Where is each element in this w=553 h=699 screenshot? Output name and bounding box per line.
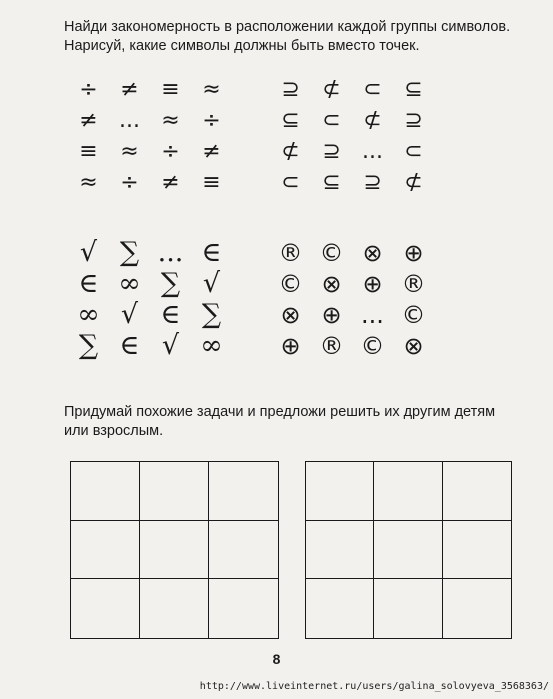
puzzle-symbol: ©	[278, 269, 303, 298]
puzzle-symbol: ⊂	[322, 107, 341, 133]
puzzle-symbol: ⊕	[362, 269, 383, 298]
puzzle-symbol: ®	[401, 269, 426, 298]
drawing-cell[interactable]	[209, 579, 278, 638]
puzzle-symbol: ∞	[77, 299, 100, 330]
puzzle-symbol: ≈	[161, 107, 180, 133]
puzzle-symbol: ®	[278, 238, 303, 267]
puzzle-symbol: ≈	[202, 76, 221, 102]
puzzle-symbol: ⊂	[281, 169, 300, 195]
drawing-cell[interactable]	[306, 579, 374, 638]
puzzle-symbol: ≡	[79, 138, 98, 164]
puzzle-symbol: ≠	[79, 107, 98, 133]
puzzle-symbol: ≡	[202, 169, 221, 195]
drawing-cell[interactable]	[71, 462, 140, 521]
missing-symbol-placeholder: ...	[119, 107, 140, 133]
drawing-cell[interactable]	[443, 462, 511, 521]
puzzle-symbol: ⊂	[404, 138, 423, 164]
drawing-cell[interactable]	[443, 579, 511, 638]
puzzle-symbol: ÷	[120, 169, 139, 195]
puzzle-symbol: ⊗	[321, 269, 342, 298]
sets-puzzle-grid	[270, 74, 434, 198]
puzzle-symbol: ∈	[160, 299, 181, 330]
drawing-cell[interactable]	[306, 521, 374, 580]
circled-puzzle-grid	[270, 237, 434, 361]
puzzle-symbol: ⊆	[322, 169, 341, 195]
operators-puzzle-grid	[68, 74, 232, 198]
missing-symbol-placeholder: ...	[362, 138, 383, 164]
puzzle-symbol: ≡	[161, 76, 180, 102]
missing-symbol-placeholder: ...	[157, 237, 184, 268]
puzzle-symbol: ⊗	[403, 331, 424, 360]
puzzle-symbol: √	[161, 330, 180, 361]
puzzle-symbol: ÷	[161, 138, 180, 164]
puzzle-symbol: ÷	[79, 76, 98, 102]
missing-symbol-placeholder: ...	[361, 300, 384, 329]
drawing-cell[interactable]	[443, 521, 511, 580]
puzzle-symbol: ⊇	[281, 76, 300, 102]
puzzle-symbol: ∞	[118, 268, 141, 299]
puzzle-symbol: √	[202, 268, 221, 299]
puzzle-symbol: ©	[401, 300, 426, 329]
drawing-cell[interactable]	[140, 579, 209, 638]
drawing-cell[interactable]	[71, 521, 140, 580]
drawing-cell[interactable]	[140, 462, 209, 521]
puzzle-symbol: ⊆	[404, 76, 423, 102]
puzzle-symbol: √	[79, 237, 98, 268]
puzzle-symbol: ⊄	[404, 169, 423, 195]
puzzle-symbol: ≠	[161, 169, 180, 195]
puzzle-symbol: ≈	[79, 169, 98, 195]
puzzle-symbol: ©	[319, 238, 344, 267]
puzzle-symbol: ©	[360, 331, 385, 360]
drawing-grid-left[interactable]	[70, 461, 279, 639]
drawing-cell[interactable]	[209, 521, 278, 580]
page-number: 8	[272, 651, 281, 667]
puzzle-symbol: ⊕	[321, 300, 342, 329]
puzzle-symbol: ⊕	[280, 331, 301, 360]
puzzle-symbol: ∈	[201, 237, 222, 268]
puzzle-symbol: ∑	[78, 330, 99, 361]
puzzle-symbol: ⊗	[280, 300, 301, 329]
drawing-cell[interactable]	[209, 462, 278, 521]
puzzle-symbol: ⊇	[363, 169, 382, 195]
puzzle-symbol: ∑	[160, 268, 181, 299]
puzzle-symbol: ⊇	[322, 138, 341, 164]
drawing-cell[interactable]	[71, 579, 140, 638]
math-puzzle-grid	[68, 237, 232, 361]
puzzle-symbol: ⊇	[404, 107, 423, 133]
task-instruction: Найди закономерность в расположении каждой группы символов. Нарисуй, какие символы должны быть вместо точек.	[64, 19, 511, 54]
puzzle-symbol: ⊗	[362, 238, 383, 267]
puzzle-symbol: ÷	[202, 107, 221, 133]
puzzle-symbol: ⊄	[322, 76, 341, 102]
puzzle-symbol: ⊄	[363, 107, 382, 133]
puzzle-symbol: ®	[319, 331, 344, 360]
puzzle-symbol: ∈	[119, 330, 140, 361]
drawing-cell[interactable]	[140, 521, 209, 580]
puzzle-symbol: ∑	[119, 237, 140, 268]
puzzle-symbol: ∈	[78, 268, 99, 299]
source-url: http://www.liveinternet.ru/users/galina_solovyeva_3568363/	[199, 681, 549, 692]
drawing-grid-right[interactable]	[305, 461, 512, 639]
puzzle-symbol: ⊕	[403, 238, 424, 267]
puzzle-symbol: ⊂	[363, 76, 382, 102]
puzzle-symbol: ≠	[202, 138, 221, 164]
puzzle-symbol: ∑	[201, 299, 222, 330]
puzzle-symbol: ∞	[200, 330, 223, 361]
create-task-instruction: Придумай похожие задачи и предложи решить их другим детям или взрослым.	[64, 404, 496, 439]
drawing-cell[interactable]	[374, 521, 442, 580]
puzzle-symbol: ⊄	[281, 138, 300, 164]
puzzle-symbol: ≈	[120, 138, 139, 164]
drawing-cell[interactable]	[306, 462, 374, 521]
puzzle-symbol: √	[120, 299, 139, 330]
drawing-cell[interactable]	[374, 579, 442, 638]
puzzle-symbol: ≠	[120, 76, 139, 102]
puzzle-symbol: ⊆	[281, 107, 300, 133]
drawing-cell[interactable]	[374, 462, 442, 521]
